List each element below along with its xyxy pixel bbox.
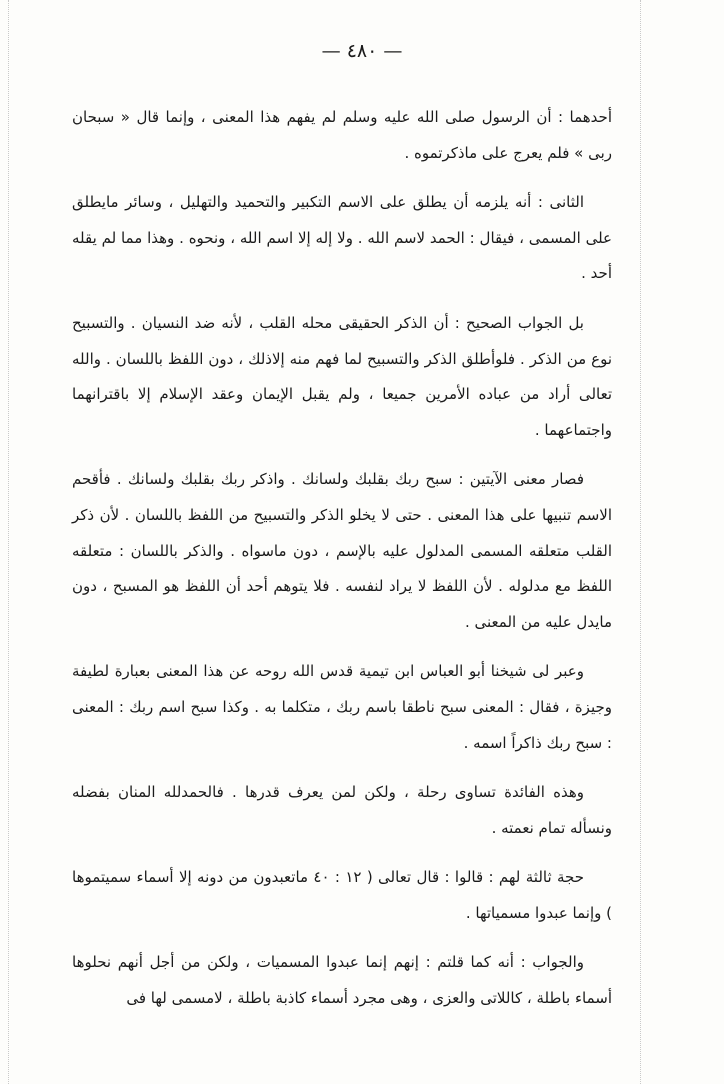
margin-guide-right — [640, 0, 641, 1084]
paragraph-8: والجواب : أنه كما قلتم : إنهم إنما عبدوا المسميات ، ولكن من أجل أنهم نحلوها أسماء باطلة ، كاللاتى والعزى ، وهى مجرد أسماء كاذبة باطلة ، لامسمى لها فى — [72, 953, 612, 1008]
paragraph-1: أحدهما : أن الرسول صلى الله عليه وسلم لم يفهم هذا المعنى ، وإنما قال « سبحان ربى » فلم يعرج على ماذكرتموه . — [72, 108, 612, 162]
paragraph-4: فصار معنى الآيتين : سبح ربك بقلبك ولسانك . واذكر ربك بقلبك ولسانك . فأقحم الاسم تنبيها على هذا المعنى . حتى لا يخلو الذكر والتسبيح من اللفظ باللسان . لأن ذكر القلب متعلقه المسمى المدلول عليه بالإسم ، دون ماسواه . والذكر باللسان : متعلقه اللفظ مع مدلوله . لأن اللفظ لا يراد لنفسه . فلا يتوهم أحد أن اللفظ هو المسبح ، دون مايدل عليه من المعنى . — [72, 470, 612, 631]
page-body — [72, 100, 612, 1017]
paragraph-7: حجة ثالثة لهم : قالوا : قال تعالى ( ١٢ : ٤٠ ماتعبدون من دونه إلا أسماء سميتموها ) وإنما عبدوا مسمياتها . — [72, 868, 612, 922]
paragraph-2: الثانى : أنه يلزمه أن يطلق على الاسم التكبير والتحميد والتهليل ، وسائر مايطلق على المسمى ، فيقال : الحمد لاسم الله . ولا إله إلا اسم الله ، ونحوه . وهذا مما لم يقله أحد . — [72, 193, 612, 283]
margin-guide-left — [8, 0, 9, 1084]
paragraph-3: بل الجواب الصحيح : أن الذكر الحقيقى محله القلب ، لأنه ضد النسيان . والتسبيح نوع من الذكر . فلوأطلق الذكر والتسبيح لما فهم منه إلاذلك ، دون اللفظ باللسان . والله تعالى أراد من عباده الأمرين جميعا ، ولم يقبل الإيمان وعقد الإسلام إلا باقترانهما واجتماعهما . — [72, 313, 612, 439]
paragraph-5: وعبر لى شيخنا أبو العباس ابن تيمية قدس الله روحه عن هذا المعنى بعبارة لطيفة وجيزة ، فقال : المعنى سبح ناطقا باسم ربك ، متكلما به . وكذا سبح اسم ربك : المعنى : سبح ربك ذاكراً اسمه . — [72, 662, 612, 752]
paragraph-6: وهذه الفائدة تساوى رحلة ، ولكن لمن يعرف قدرها . فالحمدلله المنان بفضله ونسأله تمام نعمته . — [72, 783, 612, 837]
page-number: — ٤٨٠ — — [321, 40, 403, 62]
